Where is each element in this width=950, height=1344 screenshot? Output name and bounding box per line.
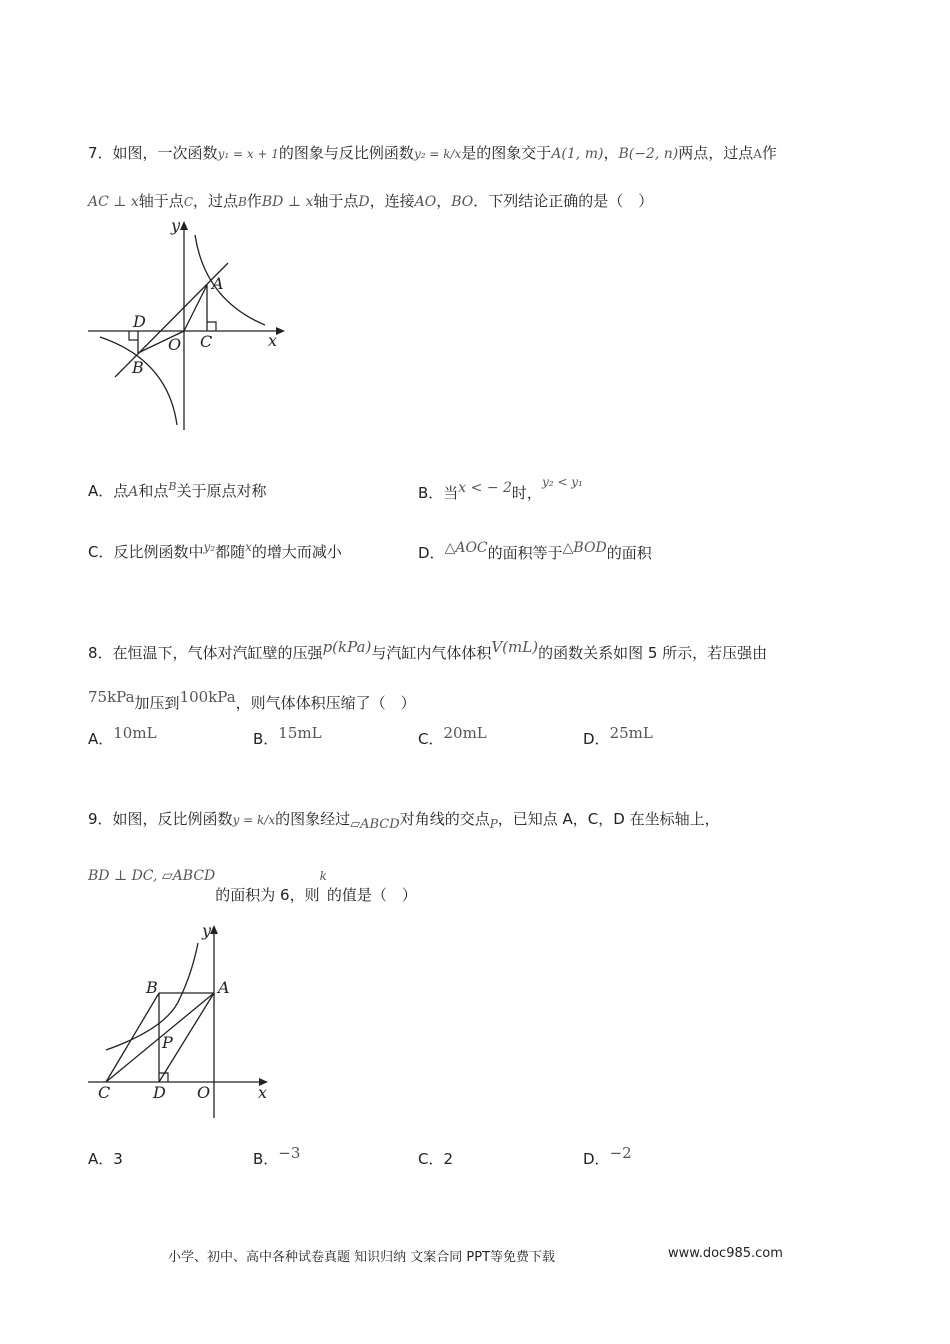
q7-option-b[interactable]: B．当$^{x < - 2}$时，$^{y_2 < y_1}$ bbox=[418, 475, 583, 502]
q7-fig-y-label: y bbox=[171, 216, 181, 235]
q9-function-expression: y = k/x bbox=[232, 813, 276, 827]
q9-option-b[interactable]: B．−3 bbox=[253, 1144, 301, 1168]
footer-text: 小学、初中、高中各种试卷真题 知识归纳 文案合同 PPT等免费下载 bbox=[168, 1250, 556, 1265]
q9-fig-b-label: B bbox=[146, 978, 158, 997]
footer-link[interactable]: www.doc985.com bbox=[668, 1246, 783, 1261]
q9-fig-y-label: y bbox=[202, 921, 212, 940]
q8-line1: 8．在恒温下，气体对汽缸壁的压强$^{p(kPa)}$与汽缸内气体体积$^{V(mL)}$的函数关系如图 5 所示，若压强由 bbox=[88, 638, 768, 662]
q9-fig-x-label: x bbox=[258, 1083, 268, 1102]
q7-fig-d-label: D bbox=[133, 312, 146, 331]
q7-line2: AC ⊥ x轴于点C，过点B作BD ⊥ x轴于点D，连接AO，BO．下列结论正确的是（ ） bbox=[88, 192, 654, 210]
q9-fig-c-label: C bbox=[98, 1083, 111, 1102]
q7-fig-a-label: A bbox=[212, 274, 224, 293]
q9-line1: 9．如图，反比例函数y = k/x的图象经过$_{▱ABCD}$对角线的交点$_P$，已知点 A，C，D 在坐标轴上， bbox=[88, 810, 720, 832]
q7-line1: 7．如图，一次函数y₁ = x + 1的图象与反比例函数y₂ = k/x是的图象交于A(1, m)，B(−2, n)两点，过点A作 bbox=[88, 144, 777, 162]
q9-option-d[interactable]: D．−2 bbox=[583, 1144, 632, 1168]
q9-figure bbox=[80, 918, 290, 1123]
q7-y2-expression: y₂ = k/x bbox=[413, 147, 462, 161]
q7-fig-o-label: O bbox=[168, 335, 182, 354]
q7-point-b: B(−2, n) bbox=[618, 146, 679, 162]
q7-point-a: A(1, m) bbox=[551, 146, 604, 162]
q7-fig-c-label: C bbox=[200, 332, 213, 351]
q8-option-b[interactable]: B．$^{15mL}$ bbox=[253, 724, 322, 748]
q9-fig-a-label: A bbox=[218, 978, 230, 997]
q7-option-c[interactable]: C．反比例函数中$^{y_2}$都随$^x$的增大而减小 bbox=[88, 540, 342, 561]
q7-fig-b-label: B bbox=[132, 358, 144, 377]
q9-fig-o-label: O bbox=[197, 1083, 211, 1102]
q7-fig-x-label: x bbox=[268, 331, 278, 350]
q9-line2: $^{BD \perp DC, ▱ABCD}$的面积为 6，则$^k$的值是（ ） bbox=[88, 868, 417, 904]
q9-fig-p-label: P bbox=[162, 1033, 173, 1052]
q7-number: 7． bbox=[88, 144, 113, 162]
q8-option-c[interactable]: C．$^{20mL}$ bbox=[418, 724, 487, 748]
q8-option-d[interactable]: D．$^{25mL}$ bbox=[583, 724, 653, 748]
q7-figure bbox=[80, 215, 300, 435]
q9-option-a[interactable]: A．3 bbox=[88, 1150, 123, 1168]
q9-option-c[interactable]: C．2 bbox=[418, 1150, 454, 1168]
q7-y1-expression: y₁ = x + 1 bbox=[217, 147, 279, 161]
q8-line2: $^{75kPa}$加压到$^{100kPa}$，则气体体积压缩了（ ） bbox=[88, 688, 416, 712]
q8-option-a[interactable]: A．$^{10mL}$ bbox=[88, 724, 157, 748]
q9-number: 9． bbox=[88, 810, 113, 828]
q9-fig-d-label: D bbox=[153, 1083, 166, 1102]
q7-option-a[interactable]: A．点A和点$^B$关于原点对称 bbox=[88, 480, 267, 500]
q8-number: 8． bbox=[88, 644, 113, 662]
q7-option-d[interactable]: D．$^{\triangle AOC}$的面积等于$^{\triangle BOD}$的面积 bbox=[418, 540, 652, 562]
